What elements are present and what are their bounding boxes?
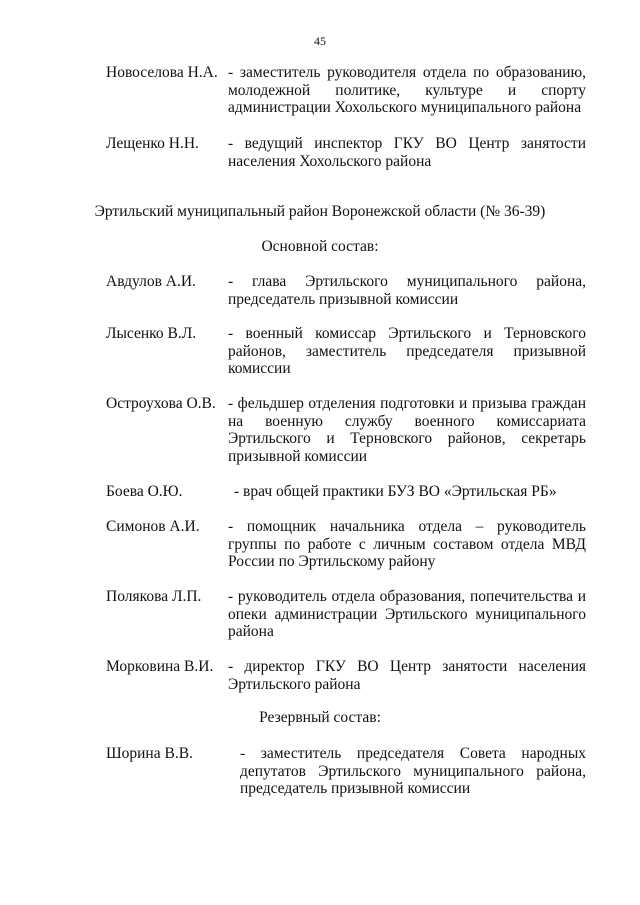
member-name: Лещенко Н.Н. — [106, 135, 199, 152]
member-name: Авдулов А.И. — [106, 273, 196, 290]
list-item — [106, 395, 586, 465]
member-name: Остроухова О.В. — [106, 395, 216, 412]
list-item — [106, 745, 586, 798]
member-name: Шорина В.В. — [106, 745, 193, 762]
member-position: - помощник начальника отдела – руководитель группы по работе с личным составом отдела МВД России по Эртильскому району — [228, 518, 586, 570]
member-position: - военный комиссар Эртильского и Терновского районов, заместитель председателя призывной комиссии — [228, 325, 586, 377]
member-position: - руководитель отдела образования, попечительства и опеки администрации Эртильского муниципального района — [228, 588, 586, 640]
list-item — [106, 658, 586, 693]
main-composition-heading: Основной состав: — [261, 238, 379, 255]
list-item — [106, 325, 586, 378]
member-name: Морковина В.И. — [106, 658, 214, 675]
list-item — [106, 588, 586, 641]
member-position: - фельдшер отделения подготовки и призыва граждан на военную службу военного комиссариата Эртильского и Терновского районов, секретарь призывной комиссии — [228, 395, 586, 465]
member-position: - ведущий инспектор ГКУ ВО Центр занятости населения Хохольского района — [228, 135, 586, 170]
member-position: - врач общей практики БУЗ ВО «Эртильская РБ» — [234, 483, 557, 500]
member-name: Полякова Л.П. — [106, 588, 202, 605]
list-item — [106, 135, 586, 170]
member-position: - заместитель руководителя отдела по образованию, молодежной политике, культуре и спорту администрации Хохольского муниципального района — [228, 64, 586, 116]
member-position: - директор ГКУ ВО Центр занятости населения Эртильского района — [228, 658, 586, 693]
member-name: Симонов А.И. — [106, 518, 200, 535]
member-position: - заместитель председателя Совета народных депутатов Эртильского муниципального района, председатель призывной комиссии — [240, 745, 586, 797]
reserve-composition-heading: Резервный состав: — [259, 709, 381, 726]
member-name: Лысенко В.Л. — [106, 325, 197, 342]
member-name: Новоселова Н.А. — [106, 64, 218, 81]
list-item — [106, 64, 586, 117]
list-item — [106, 483, 586, 501]
member-position: - глава Эртильского муниципального района, председатель призывной комиссии — [228, 273, 586, 308]
district-heading: Эртильский муниципальный район Воронежской области (№ 36-39) — [94, 203, 546, 220]
page-number: 45 — [314, 34, 326, 48]
list-item — [106, 273, 586, 308]
list-item — [106, 518, 586, 571]
member-name: Боева О.Ю. — [106, 483, 183, 500]
